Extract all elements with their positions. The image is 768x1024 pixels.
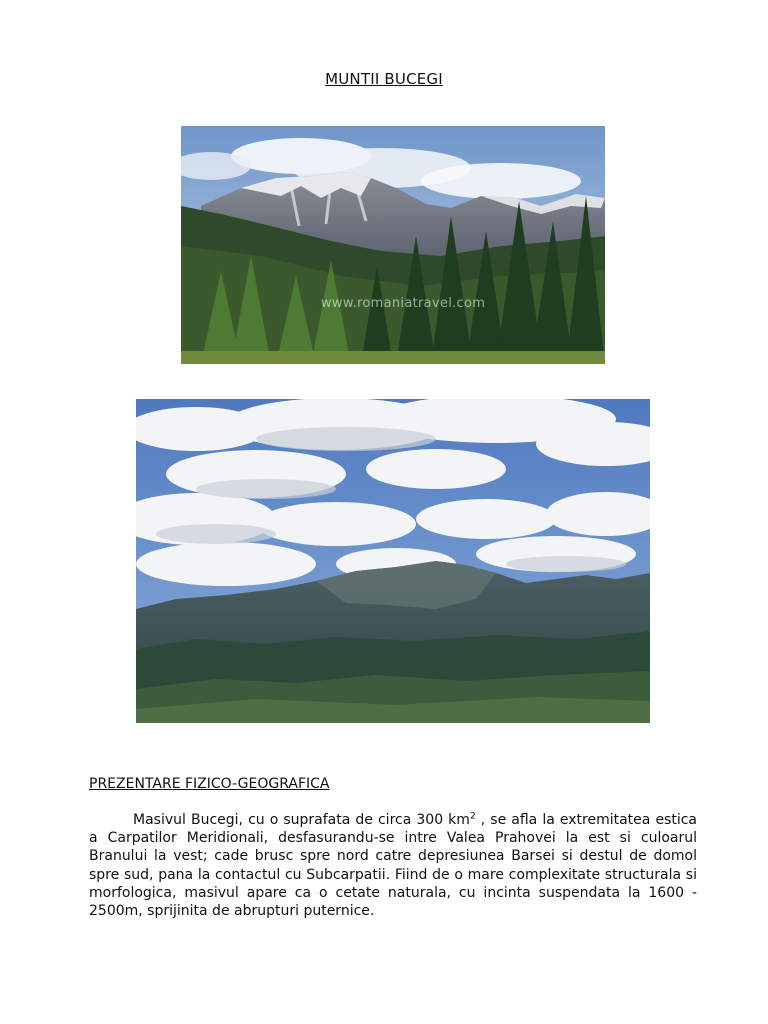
paragraph-text-start: Masivul Bucegi, cu o suprafata de circa 300 km: [133, 812, 470, 828]
photo-bucegi-peaks: [181, 126, 605, 364]
body-paragraph: [89, 811, 697, 920]
paragraph-text-rest: , se afla la extremitatea estica a Carpatilor Meridionali, desfasurandu-se intre Valea Prahovei la est si culoarul Branului la vest; cade brusc spre nord catre depresiunea Barsei si destul de domol spre sud, pana la contactul cu Subcarpatii. Fiind de o mare complexitate structurala si morfologica, masivul apare ca o cetate naturala, cu incinta suspendata la 1600 - 2500m, sprijinita de abrupturi puternice.: [89, 812, 698, 920]
section-heading: PREZENTARE FIZICO-GEOGRAFICA: [89, 776, 330, 792]
photo-bucegi-ridge: [136, 399, 650, 723]
photo-watermark: www.romaniatravel.com: [321, 296, 486, 311]
page-title: MUNTII BUCEGI: [325, 70, 443, 88]
superscript-two: 2: [469, 811, 476, 822]
